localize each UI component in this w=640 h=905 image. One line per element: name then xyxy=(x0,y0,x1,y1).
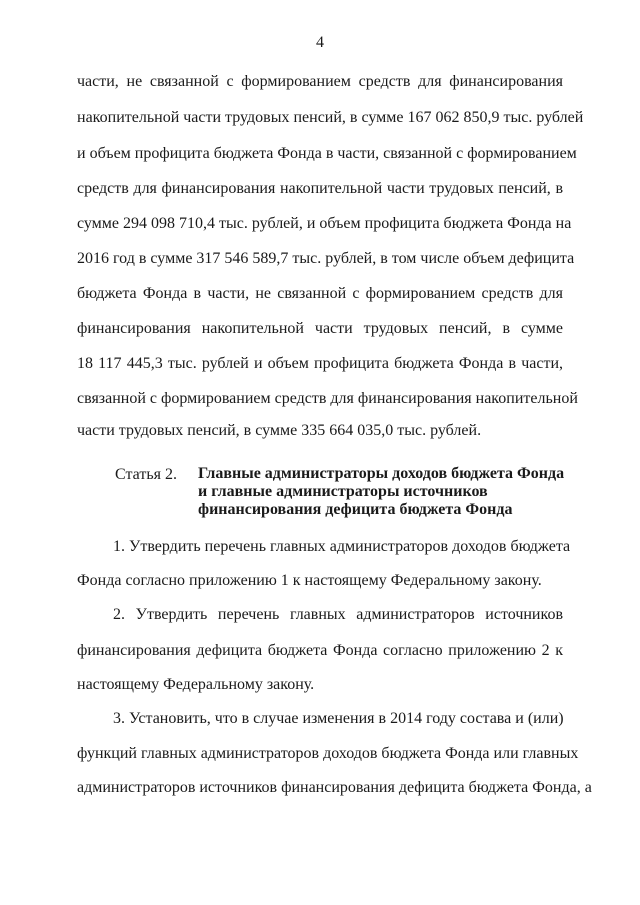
text-line: и объем профицита бюджета Фонда в части, связанной с формированием xyxy=(77,145,577,162)
clause-2-line: 2. Утвердить перечень главных администраторов источников xyxy=(113,606,563,623)
clause-1-line: 1. Утвердить перечень главных администраторов доходов бюджета xyxy=(113,538,571,555)
text-line: накопительной части трудовых пенсий, в сумме 167 062 850,9 тыс. рублей xyxy=(77,109,584,126)
text-line: бюджета Фонда в части, не связанной с формированием средств для xyxy=(77,285,563,302)
article-label: Статья 2. xyxy=(115,466,177,483)
text-line: финансирования накопительной части трудовых пенсий, в сумме xyxy=(77,320,563,337)
clause-3-line: 3. Установить, что в случае изменения в 2014 году состава и (или) xyxy=(113,710,564,727)
article-title-line: финансирования дефицита бюджета Фонда xyxy=(198,501,513,518)
text-line: связанной с формированием средств для финансирования накопительной xyxy=(77,390,578,407)
clause-2-line: настоящему Федеральному закону. xyxy=(77,676,315,693)
text-line: средств для финансирования накопительной части трудовых пенсий, в xyxy=(77,180,563,197)
text-line: сумме 294 098 710,4 тыс. рублей, и объем профицита бюджета Фонда на xyxy=(77,215,572,232)
article-title-line: Главные администраторы доходов бюджета Фонда xyxy=(198,465,565,482)
text-line: части, не связанной с формированием средств для финансирования xyxy=(77,73,563,90)
page-number: 4 xyxy=(316,34,324,51)
article-title-line: и главные администраторы источников xyxy=(198,483,488,500)
text-line: 18 117 445,3 тыс. рублей и объем профицита бюджета Фонда в части, xyxy=(77,355,563,372)
clause-3-line: функций главных администраторов доходов бюджета Фонда или главных xyxy=(77,745,579,762)
text-line: части трудовых пенсий, в сумме 335 664 035,0 тыс. рублей. xyxy=(77,422,482,439)
clause-2-line: финансирования дефицита бюджета Фонда согласно приложению 2 к xyxy=(77,642,563,659)
clause-3-line: администраторов источников финансирования дефицита бюджета Фонда, а xyxy=(77,779,592,796)
text-line: 2016 год в сумме 317 546 589,7 тыс. рублей, в том числе объем дефицита xyxy=(77,250,575,267)
clause-1-line: Фонда согласно приложению 1 к настоящему Федеральному закону. xyxy=(77,572,542,589)
article-title xyxy=(198,465,578,519)
